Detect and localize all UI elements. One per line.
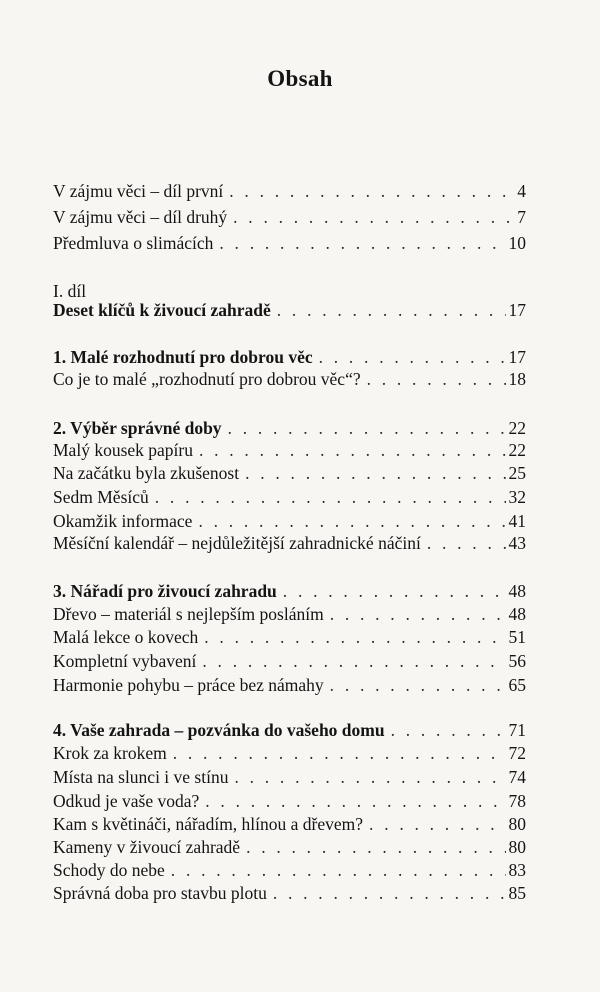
toc-entry-page: 48 bbox=[508, 604, 526, 624]
toc-entry bbox=[53, 179, 526, 203]
toc-entry-label: Odkud je vaše voda? bbox=[53, 791, 200, 811]
toc-entry-page: 18 bbox=[508, 369, 526, 389]
toc-entry-page: 72 bbox=[508, 743, 526, 763]
dot-leader bbox=[233, 205, 514, 229]
dot-leader bbox=[283, 579, 506, 603]
toc-entry-label: Na začátku byla zkušenost bbox=[53, 463, 240, 483]
dot-leader bbox=[202, 649, 505, 673]
dot-leader bbox=[367, 367, 506, 391]
dot-leader bbox=[273, 881, 506, 905]
toc-entry-label: 3. Nářadí pro živoucí zahradu bbox=[53, 581, 277, 601]
toc-entry bbox=[53, 205, 526, 229]
toc-entry-page: 22 bbox=[508, 440, 526, 460]
toc-entry-label: Schody do nebe bbox=[53, 860, 165, 880]
toc-entry bbox=[53, 231, 526, 255]
dot-leader bbox=[173, 741, 506, 765]
toc-entry-page: 80 bbox=[508, 837, 526, 857]
toc-entry bbox=[53, 881, 526, 905]
toc-entry-page: 17 bbox=[508, 347, 526, 367]
toc-entry-label: Sedm Měsíců bbox=[53, 487, 149, 507]
chapter-title-entry bbox=[53, 579, 526, 603]
toc-entry bbox=[53, 789, 526, 813]
dot-leader bbox=[229, 179, 514, 203]
toc-entry-label: Předmluva o slimácích bbox=[53, 233, 214, 253]
toc-entry-page: 78 bbox=[508, 791, 526, 811]
toc-entry-label: 4. Vaše zahrada – pozvánka do vašeho domu bbox=[53, 720, 385, 740]
toc-entry bbox=[53, 858, 526, 882]
toc-entry-page: 7 bbox=[517, 207, 526, 227]
toc-entry-label: Deset klíčů k živoucí zahradě bbox=[53, 300, 271, 320]
dot-leader bbox=[198, 509, 505, 533]
toc-entry-label: Kameny v živoucí zahradě bbox=[53, 837, 241, 857]
toc-entry bbox=[53, 765, 526, 789]
dot-leader bbox=[199, 438, 506, 462]
toc-entry-page: 10 bbox=[508, 233, 526, 253]
toc-entry-label: Malý kousek papíru bbox=[53, 440, 193, 460]
page-title: Obsah bbox=[267, 66, 333, 91]
toc-entry-page: 56 bbox=[508, 651, 526, 671]
toc-entry-page: 32 bbox=[508, 487, 526, 507]
dot-leader bbox=[171, 858, 506, 882]
toc-entry-label: Kam s květináči, nářadím, hlínou a dřevem? bbox=[53, 814, 364, 834]
toc-entry bbox=[53, 673, 526, 697]
toc-entry-label: Dřevo – materiál s nejlepším posláním bbox=[53, 604, 324, 624]
toc-entry-label: 2. Výběr správné doby bbox=[53, 418, 222, 438]
part-title-entry bbox=[53, 298, 526, 322]
toc-entry-page: 17 bbox=[508, 300, 526, 320]
toc-entry bbox=[53, 438, 526, 462]
toc-entry-label: V zájmu věci – díl první bbox=[53, 181, 224, 201]
toc-entry-page: 83 bbox=[508, 860, 526, 880]
dot-leader bbox=[234, 765, 505, 789]
toc-entry-page: 41 bbox=[508, 511, 526, 531]
dot-leader bbox=[204, 625, 505, 649]
dot-leader bbox=[319, 345, 506, 369]
dot-leader bbox=[369, 812, 505, 836]
dot-leader bbox=[205, 789, 505, 813]
dot-leader bbox=[330, 602, 506, 626]
toc-entry-label: Harmonie pohybu – práce bez námahy bbox=[53, 675, 324, 695]
toc-entry-page: 51 bbox=[508, 627, 526, 647]
toc-entry-page: 71 bbox=[508, 720, 526, 740]
dot-leader bbox=[391, 718, 506, 742]
toc-entry-page: 80 bbox=[508, 814, 526, 834]
chapter-title-entry bbox=[53, 718, 526, 742]
dot-leader bbox=[219, 231, 505, 255]
toc-entry-page: 25 bbox=[508, 463, 526, 483]
toc-entry-label: Co je to malé „rozhodnutí pro dobrou věc“? bbox=[53, 369, 361, 389]
toc-entry-label: 1. Malé rozhodnutí pro dobrou věc bbox=[53, 347, 313, 367]
toc-entry bbox=[53, 509, 526, 533]
dot-leader bbox=[330, 673, 506, 697]
toc-entry-page: 74 bbox=[508, 767, 526, 787]
toc-entry-label: Místa na slunci i ve stínu bbox=[53, 767, 229, 787]
table-of-contents bbox=[53, 0, 526, 992]
chapter-title-entry bbox=[53, 416, 526, 440]
toc-entry bbox=[53, 367, 526, 391]
toc-entry-label: Kompletní vybavení bbox=[53, 651, 197, 671]
dot-leader bbox=[245, 461, 505, 485]
dot-leader bbox=[246, 835, 505, 859]
chapter-title-entry bbox=[53, 345, 526, 369]
part-heading: I. díl bbox=[53, 281, 87, 301]
toc-entry-page: 22 bbox=[508, 418, 526, 438]
toc-entry bbox=[53, 485, 526, 509]
toc-entry-page: 85 bbox=[508, 883, 526, 903]
toc-entry bbox=[53, 531, 526, 555]
toc-entry bbox=[53, 461, 526, 485]
toc-entry-label: Okamžik informace bbox=[53, 511, 193, 531]
dot-leader bbox=[427, 531, 506, 555]
toc-entry-label: Malá lekce o kovech bbox=[53, 627, 199, 647]
toc-entry bbox=[53, 835, 526, 859]
toc-entry bbox=[53, 741, 526, 765]
toc-entry-label: Krok za krokem bbox=[53, 743, 167, 763]
toc-entry-label: Správná doba pro stavbu plotu bbox=[53, 883, 267, 903]
toc-entry-label: Měsíční kalendář – nejdůležitější zahradnické náčiní bbox=[53, 533, 421, 553]
dot-leader bbox=[277, 298, 506, 322]
toc-entry-label: V zájmu věci – díl druhý bbox=[53, 207, 228, 227]
dot-leader bbox=[228, 416, 506, 440]
toc-entry bbox=[53, 602, 526, 626]
toc-entry bbox=[53, 812, 526, 836]
toc-entry-page: 65 bbox=[508, 675, 526, 695]
toc-entry bbox=[53, 649, 526, 673]
toc-entry-page: 48 bbox=[508, 581, 526, 601]
toc-entry-page: 43 bbox=[508, 533, 526, 553]
toc-entry bbox=[53, 625, 526, 649]
dot-leader bbox=[155, 485, 506, 509]
toc-entry-page: 4 bbox=[517, 181, 526, 201]
